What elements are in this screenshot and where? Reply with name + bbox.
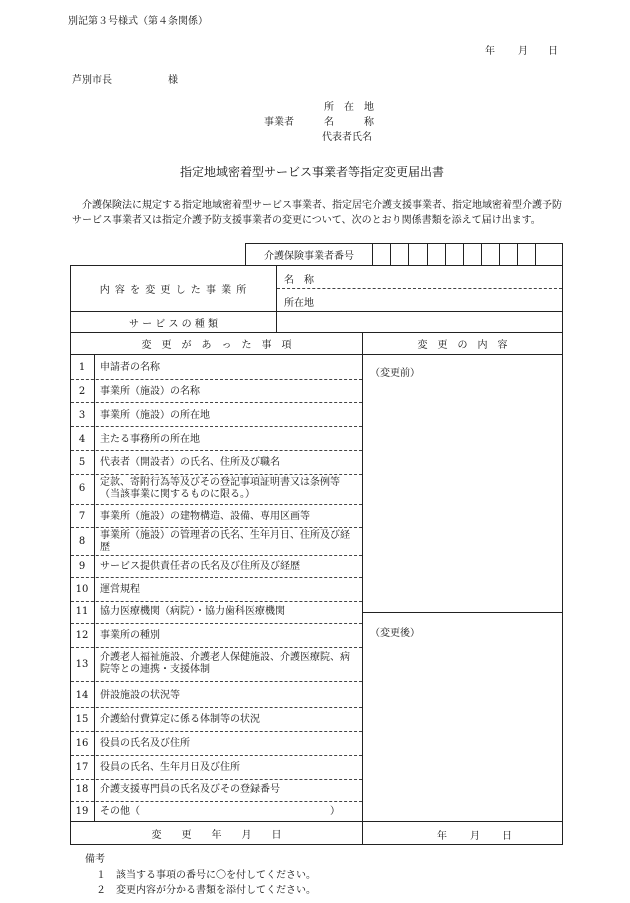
item-number[interactable]: 10 xyxy=(75,584,89,595)
item-number[interactable]: 11 xyxy=(75,606,89,617)
office-name-field[interactable] xyxy=(277,266,562,288)
item-text: 協力医療機関（病院）・協力歯科医療機関 xyxy=(100,606,285,617)
service-type-label: サ ー ビ ス の 種 類 xyxy=(128,318,219,330)
office-address-label: 所在地 xyxy=(284,298,314,309)
change-date-field[interactable] xyxy=(363,822,562,844)
item-text: 申請者の名称 xyxy=(100,362,160,373)
change-date-year: 年 xyxy=(437,831,447,842)
date-year-label: 年 xyxy=(485,46,495,57)
change-content-header: 変 更 の 内 容 xyxy=(417,340,508,351)
item-text: その他（ ） xyxy=(100,806,340,817)
item-number[interactable]: 8 xyxy=(78,536,86,547)
item-text: 介護老人福祉施設、介護老人保健施設、介護医療院、病院等との連携・支援体制 xyxy=(100,652,350,675)
office-name-label: 名 称 xyxy=(284,275,314,286)
form-number: 別記第３号様式（第４条関係） xyxy=(68,16,208,27)
item-text: 主たる事務所の所在地 xyxy=(100,434,200,445)
item-number[interactable]: 17 xyxy=(75,762,89,773)
item-text: 事業所（施設）の所在地 xyxy=(100,410,210,421)
changed-office-label: 内 容 を 変 更 し た 事 業 所 xyxy=(99,285,248,296)
item-text: 代表者（開設者）の氏名、住所及び職名 xyxy=(100,457,280,468)
item-text: 介護給付費算定に係る体制等の状況 xyxy=(100,714,260,725)
intro-paragraph: 介護保険法に規定する指定地域密着型サービス事業者、指定居宅介護支援事業者、指定地域密着型介護予防サービス事業者又は指定介護予防支援事業者の変更について、次のとおり関係書類を添えて届け出ます。 xyxy=(72,200,562,226)
change-date-label: 変 更 年 月 日 xyxy=(151,829,282,841)
representative-label: 代表者氏名 xyxy=(322,132,372,143)
applicant-label: 事業者 xyxy=(264,117,294,128)
address-label: 所 在 地 xyxy=(324,102,374,113)
item-number[interactable]: 2 xyxy=(78,386,86,397)
change-date-day: 日 xyxy=(502,831,512,842)
item-text: サービス提供責任者の氏名及び住所及び経歴 xyxy=(100,561,300,572)
office-address-field[interactable] xyxy=(277,289,562,311)
note-line: １ 該当する事項の番号に〇を付してください。 xyxy=(96,870,316,881)
item-text: 事業所の種別 xyxy=(100,630,160,641)
addressee: 芦別市長 xyxy=(72,75,112,86)
item-number[interactable]: 4 xyxy=(78,434,86,445)
service-type-field[interactable] xyxy=(277,312,562,332)
item-text: 事業所（施設）の建物構造、設備、専用区画等 xyxy=(100,511,310,522)
item-number[interactable]: 9 xyxy=(78,561,86,572)
item-number[interactable]: 14 xyxy=(75,690,89,701)
after-label: （変更後） xyxy=(370,628,420,639)
item-number[interactable]: 1 xyxy=(78,362,86,373)
after-content-field[interactable] xyxy=(363,640,562,820)
item-text: 運営規程 xyxy=(100,584,140,595)
before-label: （変更前） xyxy=(370,368,420,379)
item-number[interactable]: 16 xyxy=(75,738,89,749)
before-content-field[interactable] xyxy=(363,380,562,610)
date-month-label: 月 xyxy=(518,46,528,57)
item-text: 役員の氏名、生年月日及び住所 xyxy=(100,762,240,773)
item-number[interactable]: 19 xyxy=(75,806,89,817)
item-text: 介護支援専門員の氏名及びその登録番号 xyxy=(100,784,280,795)
date-day-label: 日 xyxy=(548,46,558,57)
item-text: 定款、寄附行為等及びその登記事項証明書又は条例等（当該事業に関するものに限る。） xyxy=(100,477,340,500)
item-number[interactable]: 6 xyxy=(78,483,86,494)
change-date-month: 月 xyxy=(470,831,480,842)
applicant-name-label: 名 称 xyxy=(324,117,374,128)
item-number[interactable]: 7 xyxy=(78,511,86,522)
notes-heading: 備考 xyxy=(85,854,105,865)
addressee-suffix: 様 xyxy=(168,75,178,86)
item-number[interactable]: 15 xyxy=(75,714,89,725)
insurer-number-label: 介護保険事業者番号 xyxy=(264,251,354,262)
item-number[interactable]: 18 xyxy=(75,784,89,795)
item-number[interactable]: 13 xyxy=(75,659,89,670)
item-text: 併設施設の状況等 xyxy=(100,690,180,701)
item-text: 役員の氏名及び住所 xyxy=(100,738,190,749)
item-text: 事業所（施設）の名称 xyxy=(100,386,200,397)
item-number[interactable]: 12 xyxy=(75,630,89,641)
item-text: 事業所（施設）の管理者の氏名、生年月日、住所及び経歴 xyxy=(100,530,350,553)
changed-items-header: 変 更 が あ っ た 事 項 xyxy=(141,340,292,351)
item-number[interactable]: 5 xyxy=(78,457,86,468)
note-line: ２ 変更内容が分かる書類を添付してください。 xyxy=(96,885,316,896)
item-number[interactable]: 3 xyxy=(78,410,86,421)
page-title: 指定地域密着型サービス事業者等指定変更届出書 xyxy=(180,165,445,179)
